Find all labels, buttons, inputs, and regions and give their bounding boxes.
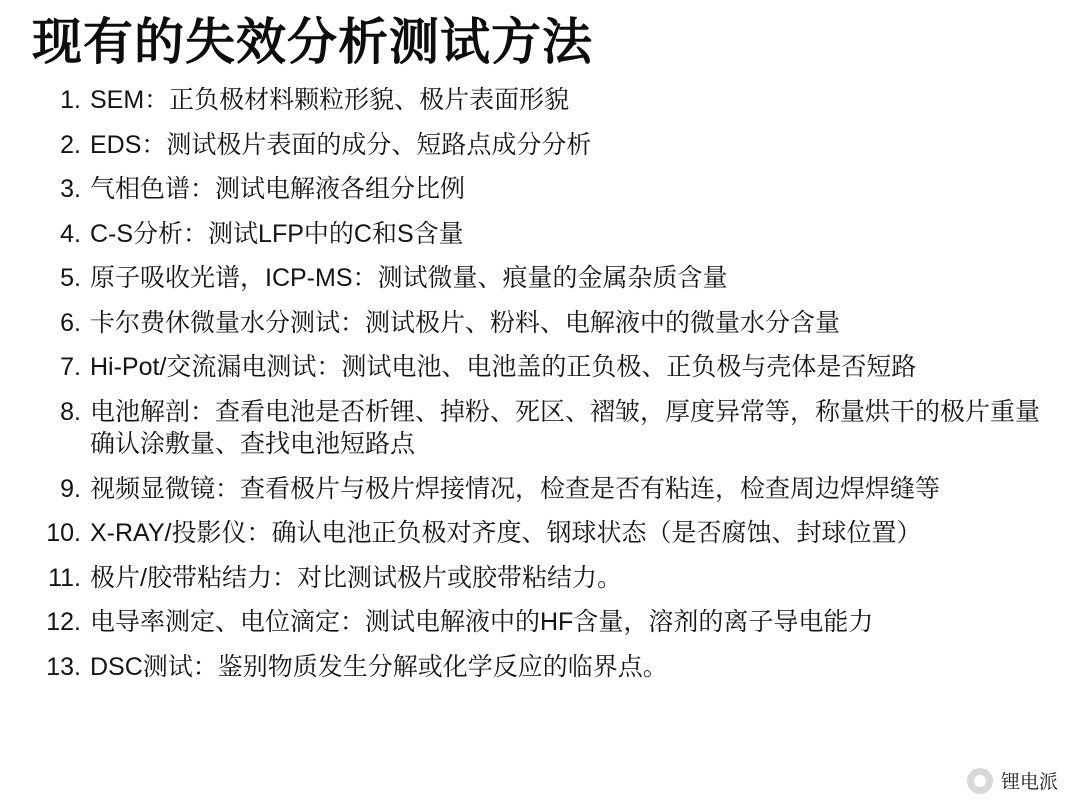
method-list	[28, 84, 1052, 683]
list-item-text: 极片/胶带粘结力：对比测试极片或胶带粘结力。	[90, 563, 622, 592]
list-item-number: 10.	[46, 519, 81, 547]
list-item	[38, 84, 1052, 117]
list-item-text: 电池解剖：查看电池是否析锂、掉粉、死区、褶皱，厚度异常等，称量烘干的极片重量确认涂敷量、查找电池短路点	[90, 397, 1041, 458]
brand-name: 锂电派	[1000, 772, 1058, 793]
list-item-number: 4.	[60, 219, 81, 248]
page-title: 现有的失效分析测试方法	[32, 14, 593, 70]
list-item	[38, 562, 1052, 595]
list-item-text: 原子吸收光谱，ICP-MS：测试微量、痕量的金属杂质含量	[90, 264, 728, 292]
list-item-number: 5.	[60, 264, 81, 292]
list-item	[38, 351, 1052, 384]
list-item-number: 9.	[60, 474, 81, 503]
list-item	[38, 396, 1052, 461]
list-item-number: 3.	[60, 175, 81, 203]
list-item-number: 6.	[60, 308, 81, 337]
list-item-text: 卡尔费休微量水分测试：测试极片、粉料、电解液中的微量水分含量	[90, 308, 841, 337]
list-item-number: 12.	[46, 608, 81, 636]
list-item	[38, 173, 1052, 206]
list-item-text: X-RAY/投影仪：确认电池正负极对齐度、钢球状态（是否腐蚀、封球位置）	[90, 519, 922, 547]
circle-logo-icon	[967, 768, 993, 794]
list-item	[38, 307, 1052, 340]
footer-watermark	[967, 767, 1058, 794]
list-item	[38, 651, 1052, 684]
list-item-text: 电导率测定、电位滴定：测试电解液中的HF含量，溶剂的离子导电能力	[90, 608, 874, 636]
list-item	[38, 517, 1052, 550]
list-item-text: 气相色谱：测试电解液各组分比例	[90, 175, 466, 203]
list-item	[38, 129, 1052, 162]
list-item-text: 视频显微镜：查看极片与极片焊接情况，检查是否有粘连，检查周边焊焊缝等	[90, 474, 941, 503]
list-item-number: 8.	[60, 397, 81, 426]
list-item	[38, 473, 1052, 506]
list-item	[38, 606, 1052, 639]
list-item-number: 7.	[60, 353, 81, 381]
list-item	[38, 218, 1052, 251]
list-item-text: SEM：正负极材料颗粒形貌、极片表面形貌	[90, 86, 570, 114]
list-item-text: DSC测试：鉴别物质发生分解或化学反应的临界点。	[90, 652, 668, 681]
list-item	[38, 262, 1052, 295]
list-item-text: EDS：测试极片表面的成分、短路点成分分析	[90, 130, 592, 159]
list-item-number: 13.	[46, 652, 81, 681]
list-item-text: Hi-Pot/交流漏电测试：测试电池、电池盖的正负极、正负极与壳体是否短路	[90, 353, 917, 381]
list-item-number: 11.	[48, 563, 81, 592]
list-item-text: C-S分析：测试LFP中的C和S含量	[90, 219, 464, 248]
list-item-number: 1.	[60, 86, 81, 114]
list-item-number: 2.	[60, 130, 81, 159]
